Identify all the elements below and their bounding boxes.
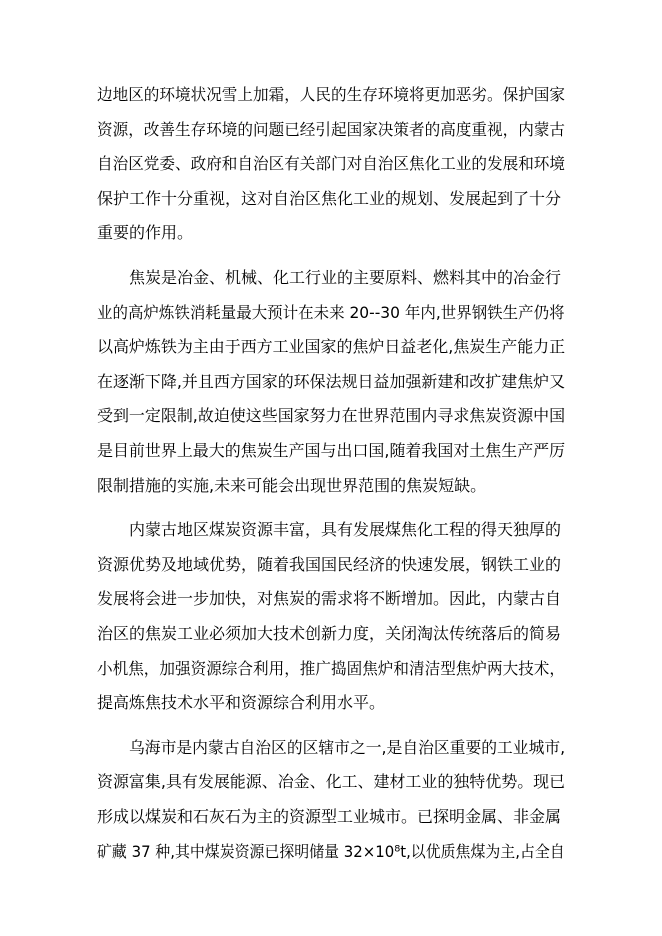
paragraph-3-line-5: 小机焦，加强资源综合利用，推广捣固焦炉和清洁型焦炉两大技术， xyxy=(97,659,566,678)
paragraph-2-line-1: 焦炭是冶金、机械、化工行业的主要原料、燃料其中的冶金行 xyxy=(129,268,562,287)
paragraph-2-line-4: 在逐渐下降,并且西方国家的环保法规日益加强新建和改扩建焦炉又 xyxy=(97,372,566,391)
paragraph-4-line-2: 资源富集,具有发展能源、冶金、化工、建材工业的独特优势。现已 xyxy=(97,772,566,791)
paragraph-2-line-2: 业的高炉炼铁消耗量最大预计在未来 20--30 年内,世界钢铁生产仍将 xyxy=(97,303,565,322)
paragraph-4-line-4: 矿藏 37 种,其中煤炭资源已探明储量 32×10⁸t,以优质焦煤为主,占全自 xyxy=(97,842,565,861)
paragraph-3-line-1: 内蒙古地区煤炭资源丰富，具有发展煤焦化工程的得天独厚的 xyxy=(129,520,562,539)
paragraph-4-line-1: 乌海市是内蒙古自治区的区辖市之一,是自治区重要的工业城市, xyxy=(129,738,566,757)
paragraph-2-line-7: 限制措施的实施,未来可能会出现世界范围的焦炭短缺。 xyxy=(97,476,487,495)
paragraph-2-line-5: 受到一定限制,故迫使这些国家努力在世界范围内寻求焦炭资源中国 xyxy=(97,406,566,425)
paragraph-3-line-4: 治区的焦炭工业必须加大技术创新力度，关闭淘汰传统落后的简易 xyxy=(97,624,562,643)
paragraph-1-line-5: 重要的作用。 xyxy=(97,223,194,242)
paragraph-3-line-3: 发展将会进一步加快，对焦炭的需求将不断增加。因此，内蒙古自 xyxy=(97,589,562,608)
paragraph-1-line-2: 资源，改善生存环境的问题已经引起国家决策者的高度重视，内蒙古 xyxy=(97,120,566,139)
paragraph-2-line-6: 是目前世界上最大的焦炭生产国与出口国,随着我国对土焦生产严厉 xyxy=(97,441,566,460)
paragraph-1-line-4: 保护工作十分重视，这对自治区焦化工业的规划、发展起到了十分 xyxy=(97,189,562,208)
paragraph-2-line-3: 以高炉炼铁为主由于西方工业国家的焦炉日益老化,焦炭生产能力正 xyxy=(97,337,566,356)
paragraph-3-line-2: 资源优势及地域优势，随着我国国民经济的快速发展，钢铁工业的 xyxy=(97,555,562,574)
paragraph-1-line-3: 自治区党委、政府和自治区有关部门对自治区焦化工业的发展和环境 xyxy=(97,154,566,173)
paragraph-3-line-6: 提高炼焦技术水平和资源综合利用水平。 xyxy=(97,693,386,712)
paragraph-4-line-3: 形成以煤炭和石灰石为主的资源型工业城市。已探明金属、非金属 xyxy=(97,807,562,826)
paragraph-1-line-1: 边地区的环境状况雪上加霜，人民的生存环境将更加恶劣。保护国家 xyxy=(97,85,566,104)
